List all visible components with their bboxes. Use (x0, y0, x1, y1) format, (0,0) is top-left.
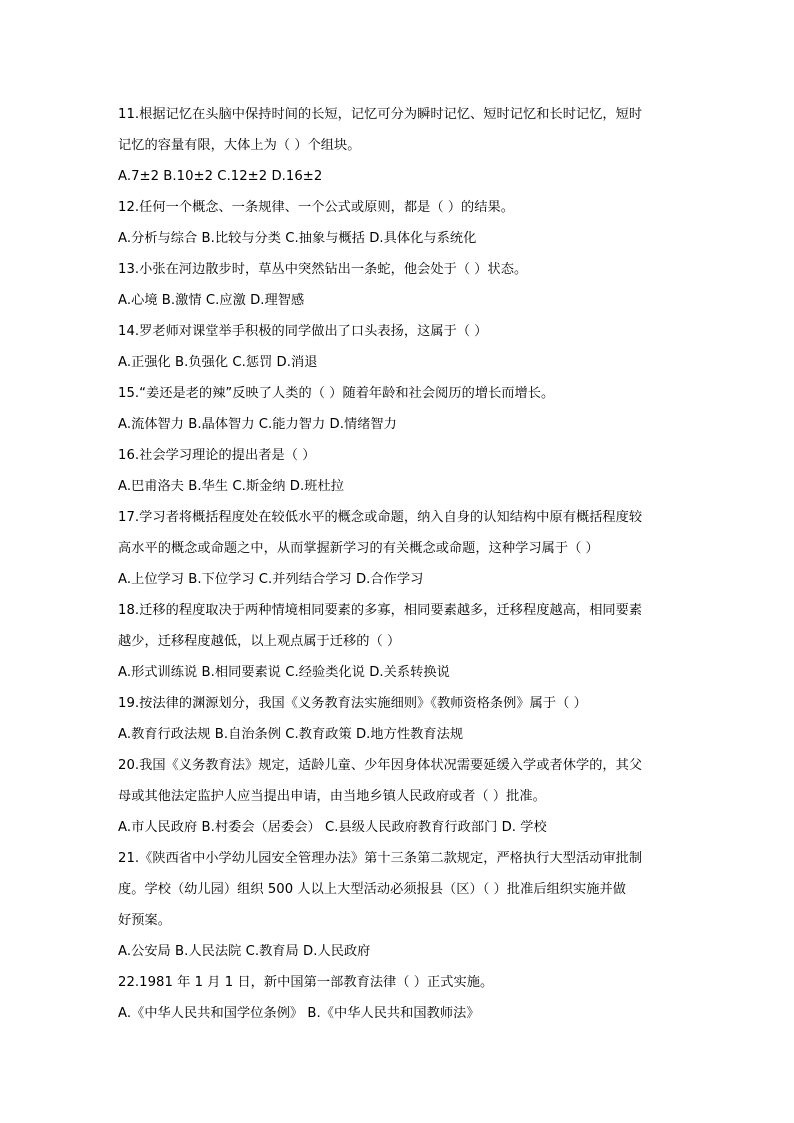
q20-stem-line-2: 母或其他法定监护人应当提出申请，由当地乡镇人民政府或者（ ）批准。 (118, 789, 546, 804)
q14-stem: 14.罗老师对课堂举手积极的同学做出了口头表扬，这属于（ ） (118, 324, 488, 339)
q14-options: A.正强化 B.负强化 C.惩罚 D.消退 (118, 355, 318, 370)
q12-stem: 12.任何一个概念、一条规律、一个公式或原则，都是（ ）的结果。 (118, 200, 515, 215)
q12-options: A.分析与综合 B.比较与分类 C.抽象与概括 D.具体化与系统化 (118, 231, 477, 246)
q20-options: A.市人民政府 B.村委会（居委会） C.县级人民政府教育行政部门 D. 学校 (118, 820, 547, 835)
q18-options: A.形式训练说 B.相同要素说 C.经验类化说 D.关系转换说 (118, 665, 450, 680)
q21-stem-line-1: 21.《陕西省中小学幼儿园安全管理办法》第十三条第二款规定，严格执行大型活动审批制 (118, 851, 643, 866)
q17-stem-line-1: 17.学习者将概括程度处在较低水平的概念或命题，纳入自身的认知结构中原有概括程度较 (118, 510, 643, 525)
q22-stem: 22.1981 年 1 月 1 日，新中国第一部教育法律（ ）正式实施。 (118, 975, 494, 990)
q22-options: A.《中华人民共和国学位条例》 B.《中华人民共和国教师法》 (118, 1006, 480, 1021)
question-list (118, 99, 680, 1029)
q20-stem-line-1: 20.我国《义务教育法》规定，适龄儿童、少年因身体状况需要延缓入学或者休学的，其父 (118, 758, 643, 773)
q21-stem-line-2: 度。学校（幼儿园）组织 500 人以上大型活动必须报县（区）（ ）批准后组织实施并做 (118, 882, 626, 897)
q11-stem-line-1: 11.根据记忆在头脑中保持时间的长短，记忆可分为瞬时记忆、短时记忆和长时记忆，短时 (118, 107, 643, 122)
q15-stem: 15.“姜还是老的辣”反映了人类的（ ）随着年龄和社会阅历的增长而增长。 (118, 386, 555, 401)
q17-stem-line-2: 高水平的概念或命题之中，从而掌握新学习的有关概念或命题，这种学习属于（ ） (118, 541, 599, 556)
q16-options: A.巴甫洛夫 B.华生 C.斯金纳 D.班杜拉 (118, 479, 344, 494)
q21-stem-line-3: 好预案。 (118, 913, 171, 928)
q16-stem: 16.社会学习理论的提出者是（ ） (118, 448, 316, 463)
q19-options: A.教育行政法规 B.自治条例 C.教育政策 D.地方性教育法规 (118, 727, 464, 742)
q21-options: A.公安局 B.人民法院 C.教育局 D.人民政府 (118, 944, 371, 959)
q18-stem-line-1: 18.迁移的程度取决于两种情境相同要素的多寡，相同要素越多，迁移程度越高，相同要素 (118, 603, 643, 618)
q17-options: A.上位学习 B.下位学习 C.并列结合学习 D.合作学习 (118, 572, 424, 587)
q19-stem: 19.按法律的渊源划分，我国《义务教育法实施细则》《教师资格条例》属于（ ） (118, 696, 587, 711)
q15-options: A.流体智力 B.晶体智力 C.能力智力 D.情绪智力 (118, 417, 397, 432)
q11-stem-line-2: 记忆的容量有限，大体上为（ ）个组块。 (118, 138, 361, 153)
q18-stem-line-2: 越少，迁移程度越低，以上观点属于迁移的（ ） (118, 634, 401, 649)
q13-stem: 13.小张在河边散步时，草丛中突然钻出一条蛇，他会处于（ ）状态。 (118, 262, 528, 277)
q13-options: A.心境 B.激情 C.应激 D.理智感 (118, 293, 305, 308)
q11-options: A.7±2 B.10±2 C.12±2 D.16±2 (118, 169, 323, 184)
